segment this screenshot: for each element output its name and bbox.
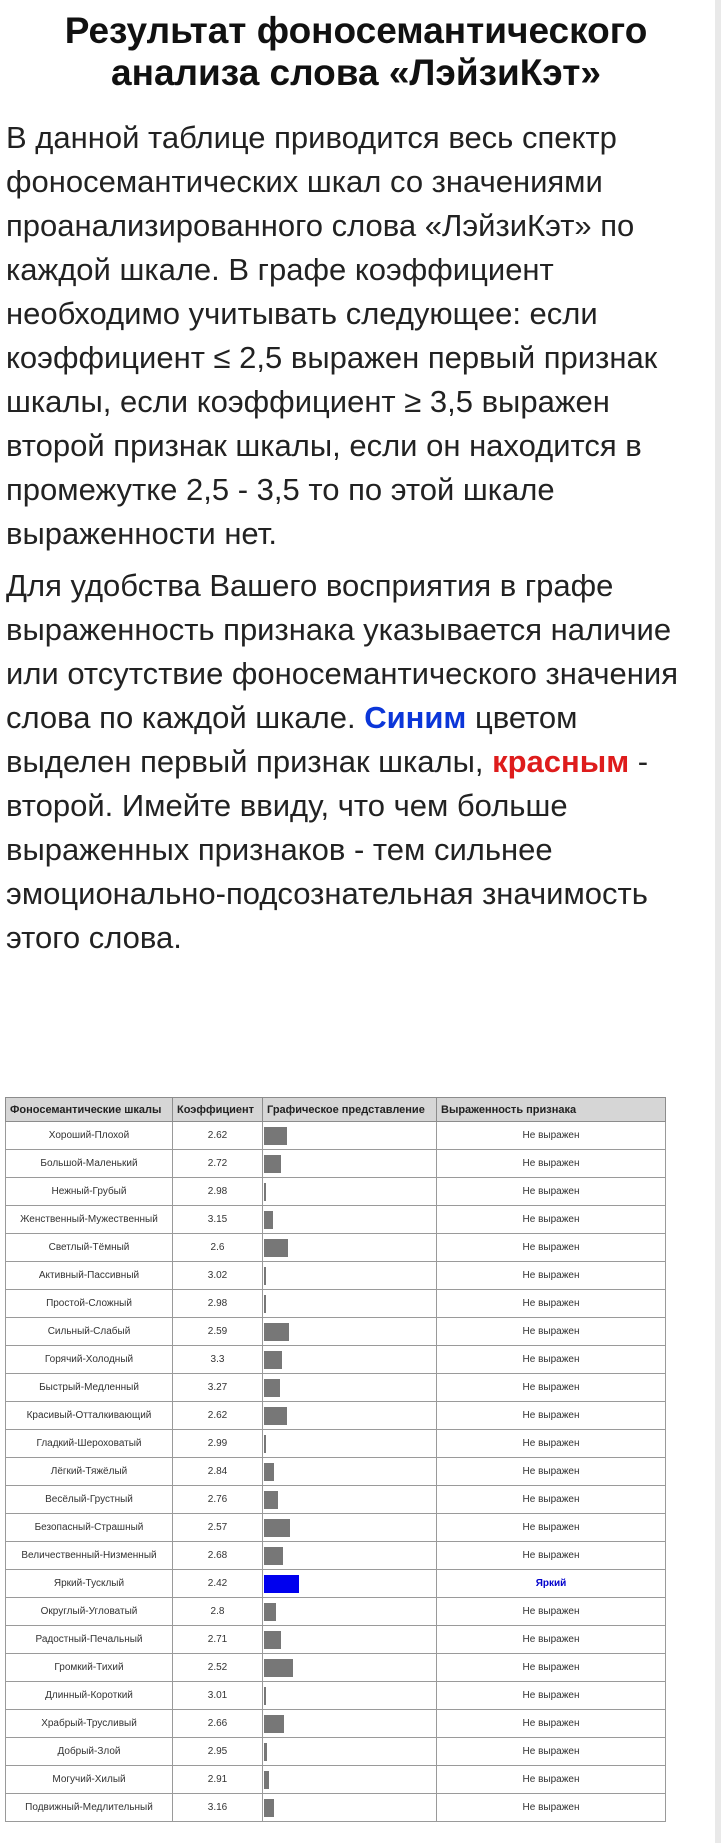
- scale-name: Весёлый-Грустный: [6, 1486, 173, 1514]
- expression-value: Не выражен: [437, 1682, 666, 1710]
- coefficient-value: 2.6: [173, 1234, 263, 1262]
- table-row: [6, 1290, 666, 1318]
- scale-name: Округлый-Угловатый: [6, 1598, 173, 1626]
- table-row: [6, 1486, 666, 1514]
- table-row: [6, 1262, 666, 1290]
- table-row: [6, 1374, 666, 1402]
- expression-value: Не выражен: [437, 1318, 666, 1346]
- expression-value: Не выражен: [437, 1766, 666, 1794]
- expression-value: Не выражен: [437, 1542, 666, 1570]
- expression-value: Не выражен: [437, 1122, 666, 1150]
- scale-name: Горячий-Холодный: [6, 1346, 173, 1374]
- expression-value: Не выражен: [437, 1458, 666, 1486]
- coefficient-value: 2.98: [173, 1178, 263, 1206]
- scale-name: Быстрый-Медленный: [6, 1374, 173, 1402]
- graphic-cell: [263, 1542, 437, 1570]
- coefficient-value: 2.91: [173, 1766, 263, 1794]
- table-row: [6, 1766, 666, 1794]
- coefficient-value: 2.68: [173, 1542, 263, 1570]
- scale-name: Сильный-Слабый: [6, 1318, 173, 1346]
- graphic-cell: [263, 1206, 437, 1234]
- table-row: [6, 1402, 666, 1430]
- coefficient-bar: [264, 1547, 283, 1565]
- header-scales: Фоносемантические шкалы: [6, 1098, 173, 1122]
- coefficient-bar: [264, 1435, 266, 1453]
- table-row: [6, 1654, 666, 1682]
- graphic-cell: [263, 1794, 437, 1822]
- expression-value: Не выражен: [437, 1374, 666, 1402]
- scale-name: Безопасный-Страшный: [6, 1514, 173, 1542]
- coefficient-value: 2.84: [173, 1458, 263, 1486]
- coefficient-bar: [264, 1799, 274, 1817]
- coefficient-value: 2.62: [173, 1402, 263, 1430]
- table-row: [6, 1234, 666, 1262]
- graphic-cell: [263, 1626, 437, 1654]
- scale-name: Простой-Сложный: [6, 1290, 173, 1318]
- header-coefficient: Коэффициент: [173, 1098, 263, 1122]
- table-row: [6, 1794, 666, 1822]
- coefficient-bar: [264, 1295, 266, 1313]
- table-row: [6, 1626, 666, 1654]
- header-graphic: Графическое представление: [263, 1098, 437, 1122]
- expression-value: Не выражен: [437, 1794, 666, 1822]
- graphic-cell: [263, 1710, 437, 1738]
- coefficient-bar: [264, 1519, 290, 1537]
- table-row: [6, 1682, 666, 1710]
- scale-name: Лёгкий-Тяжёлый: [6, 1458, 173, 1486]
- coefficient-value: 2.98: [173, 1290, 263, 1318]
- graphic-cell: [263, 1122, 437, 1150]
- expression-value: Не выражен: [437, 1234, 666, 1262]
- scale-name: Длинный-Короткий: [6, 1682, 173, 1710]
- coefficient-value: 2.57: [173, 1514, 263, 1542]
- expression-value: Не выражен: [437, 1486, 666, 1514]
- expression-value: Не выражен: [437, 1178, 666, 1206]
- expression-value: Не выражен: [437, 1402, 666, 1430]
- coefficient-bar: [264, 1379, 280, 1397]
- scale-name: Активный-Пассивный: [6, 1262, 173, 1290]
- scale-name: Подвижный-Медлительный: [6, 1794, 173, 1822]
- scale-name: Храбрый-Трусливый: [6, 1710, 173, 1738]
- phonosemantic-scales-table: [5, 1097, 666, 1822]
- scale-name: Громкий-Тихий: [6, 1654, 173, 1682]
- graphic-cell: [263, 1430, 437, 1458]
- table-body: [6, 1122, 666, 1822]
- graphic-cell: [263, 1738, 437, 1766]
- table-header-row: [6, 1098, 666, 1122]
- coefficient-bar: [264, 1127, 287, 1145]
- table-row: [6, 1430, 666, 1458]
- legend-text-2: цветом выделен первый признак шкалы,: [6, 700, 578, 779]
- coefficient-bar: [264, 1603, 276, 1621]
- intro-paragraph: В данной таблице приводится весь спектр фоносемантических шкал со значениями проанализированного слова «ЛэйзиКэт» по каждой шкале. В графе коэффициент необходимо учитывать следующее: если коэффициент ≤ 2,5 выражен первый признак шкалы, если коэффициент ≥ 3,5 выражен второй признак шкалы, если он находится в промежутке 2,5 - 3,5 то по этой шкале выраженности нет.: [6, 120, 658, 551]
- coefficient-value: 3.27: [173, 1374, 263, 1402]
- coefficient-value: 2.62: [173, 1122, 263, 1150]
- scale-name: Большой-Маленький: [6, 1150, 173, 1178]
- coefficient-value: 2.76: [173, 1486, 263, 1514]
- scale-name: Женственный-Мужественный: [6, 1206, 173, 1234]
- table-row: [6, 1458, 666, 1486]
- coefficient-value: 3.02: [173, 1262, 263, 1290]
- graphic-cell: [263, 1570, 437, 1598]
- graphic-cell: [263, 1374, 437, 1402]
- scale-name: Хороший-Плохой: [6, 1122, 173, 1150]
- expression-value: Не выражен: [437, 1290, 666, 1318]
- coefficient-value: 3.3: [173, 1346, 263, 1374]
- graphic-cell: [263, 1514, 437, 1542]
- scale-name: Нежный-Грубый: [6, 1178, 173, 1206]
- expression-value: Не выражен: [437, 1654, 666, 1682]
- coefficient-value: 3.01: [173, 1682, 263, 1710]
- coefficient-bar: [264, 1183, 266, 1201]
- page-title: Результат фоносемантического анализа слова «ЛэйзиКэт»: [64, 10, 648, 93]
- coefficient-value: 2.72: [173, 1150, 263, 1178]
- coefficient-bar: [264, 1155, 281, 1173]
- table-row: [6, 1122, 666, 1150]
- coefficient-value: 2.42: [173, 1570, 263, 1598]
- coefficient-value: 2.99: [173, 1430, 263, 1458]
- scrollbar[interactable]: [715, 0, 721, 1843]
- coefficient-value: 2.95: [173, 1738, 263, 1766]
- table-row: [6, 1542, 666, 1570]
- table-row: [6, 1710, 666, 1738]
- table-row: [6, 1738, 666, 1766]
- graphic-cell: [263, 1262, 437, 1290]
- coefficient-bar: [264, 1463, 274, 1481]
- coefficient-bar: [264, 1687, 266, 1705]
- graphic-cell: [263, 1654, 437, 1682]
- coefficient-value: 2.59: [173, 1318, 263, 1346]
- scale-name: Могучий-Хилый: [6, 1766, 173, 1794]
- coefficient-bar: [264, 1659, 293, 1677]
- coefficient-value: 2.8: [173, 1598, 263, 1626]
- expression-value: Не выражен: [437, 1738, 666, 1766]
- legend-blue-word: Синим: [364, 700, 467, 735]
- legend-text-3: - второй. Имейте ввиду, что чем больше выраженных признаков - тем сильнее эмоционально-подсознательная значимость этого слова.: [6, 744, 649, 955]
- coefficient-bar: [264, 1239, 288, 1257]
- table-row: [6, 1570, 666, 1598]
- coefficient-value: 3.15: [173, 1206, 263, 1234]
- table-row: [6, 1178, 666, 1206]
- coefficient-bar: [264, 1407, 287, 1425]
- graphic-cell: [263, 1346, 437, 1374]
- table-row: [6, 1598, 666, 1626]
- graphic-cell: [263, 1290, 437, 1318]
- expression-value: Не выражен: [437, 1710, 666, 1738]
- scale-name: Красивый-Отталкивающий: [6, 1402, 173, 1430]
- expression-value: Не выражен: [437, 1626, 666, 1654]
- coefficient-value: 2.71: [173, 1626, 263, 1654]
- scale-name: Гладкий-Шероховатый: [6, 1430, 173, 1458]
- legend-paragraph: [6, 564, 706, 960]
- coefficient-value: 2.52: [173, 1654, 263, 1682]
- coefficient-value: 3.16: [173, 1794, 263, 1822]
- expression-value: Не выражен: [437, 1430, 666, 1458]
- table-row: [6, 1514, 666, 1542]
- table-row: [6, 1346, 666, 1374]
- coefficient-bar: [264, 1575, 299, 1593]
- coefficient-bar: [264, 1715, 284, 1733]
- scale-name: Величественный-Низменный: [6, 1542, 173, 1570]
- header-expression: Выраженность признака: [437, 1098, 666, 1122]
- table-row: [6, 1150, 666, 1178]
- coefficient-bar: [264, 1351, 282, 1369]
- coefficient-value: 2.66: [173, 1710, 263, 1738]
- expression-value: Не выражен: [437, 1598, 666, 1626]
- coefficient-bar: [264, 1267, 266, 1285]
- coefficient-bar: [264, 1211, 273, 1229]
- expression-value: Не выражен: [437, 1206, 666, 1234]
- graphic-cell: [263, 1682, 437, 1710]
- scale-name: Светлый-Тёмный: [6, 1234, 173, 1262]
- table-row: [6, 1206, 666, 1234]
- graphic-cell: [263, 1178, 437, 1206]
- graphic-cell: [263, 1766, 437, 1794]
- coefficient-bar: [264, 1743, 267, 1761]
- legend-red-word: красным: [492, 744, 630, 779]
- coefficient-bar: [264, 1631, 281, 1649]
- table-row: [6, 1318, 666, 1346]
- coefficient-bar: [264, 1323, 289, 1341]
- graphic-cell: [263, 1402, 437, 1430]
- expression-value: Яркий: [437, 1570, 666, 1598]
- graphic-cell: [263, 1318, 437, 1346]
- expression-value: Не выражен: [437, 1514, 666, 1542]
- graphic-cell: [263, 1458, 437, 1486]
- graphic-cell: [263, 1150, 437, 1178]
- graphic-cell: [263, 1486, 437, 1514]
- coefficient-bar: [264, 1771, 269, 1789]
- legend-text-1: Для удобства Вашего восприятия в графе выраженность признака указывается наличие или отсутствие фоносемантического значения слова по каждой шкале.: [6, 568, 678, 735]
- graphic-cell: [263, 1234, 437, 1262]
- scale-name: Яркий-Тусклый: [6, 1570, 173, 1598]
- coefficient-bar: [264, 1491, 278, 1509]
- expression-value: Не выражен: [437, 1346, 666, 1374]
- scale-name: Радостный-Печальный: [6, 1626, 173, 1654]
- expression-value: Не выражен: [437, 1262, 666, 1290]
- expression-value: Не выражен: [437, 1150, 666, 1178]
- graphic-cell: [263, 1598, 437, 1626]
- scale-name: Добрый-Злой: [6, 1738, 173, 1766]
